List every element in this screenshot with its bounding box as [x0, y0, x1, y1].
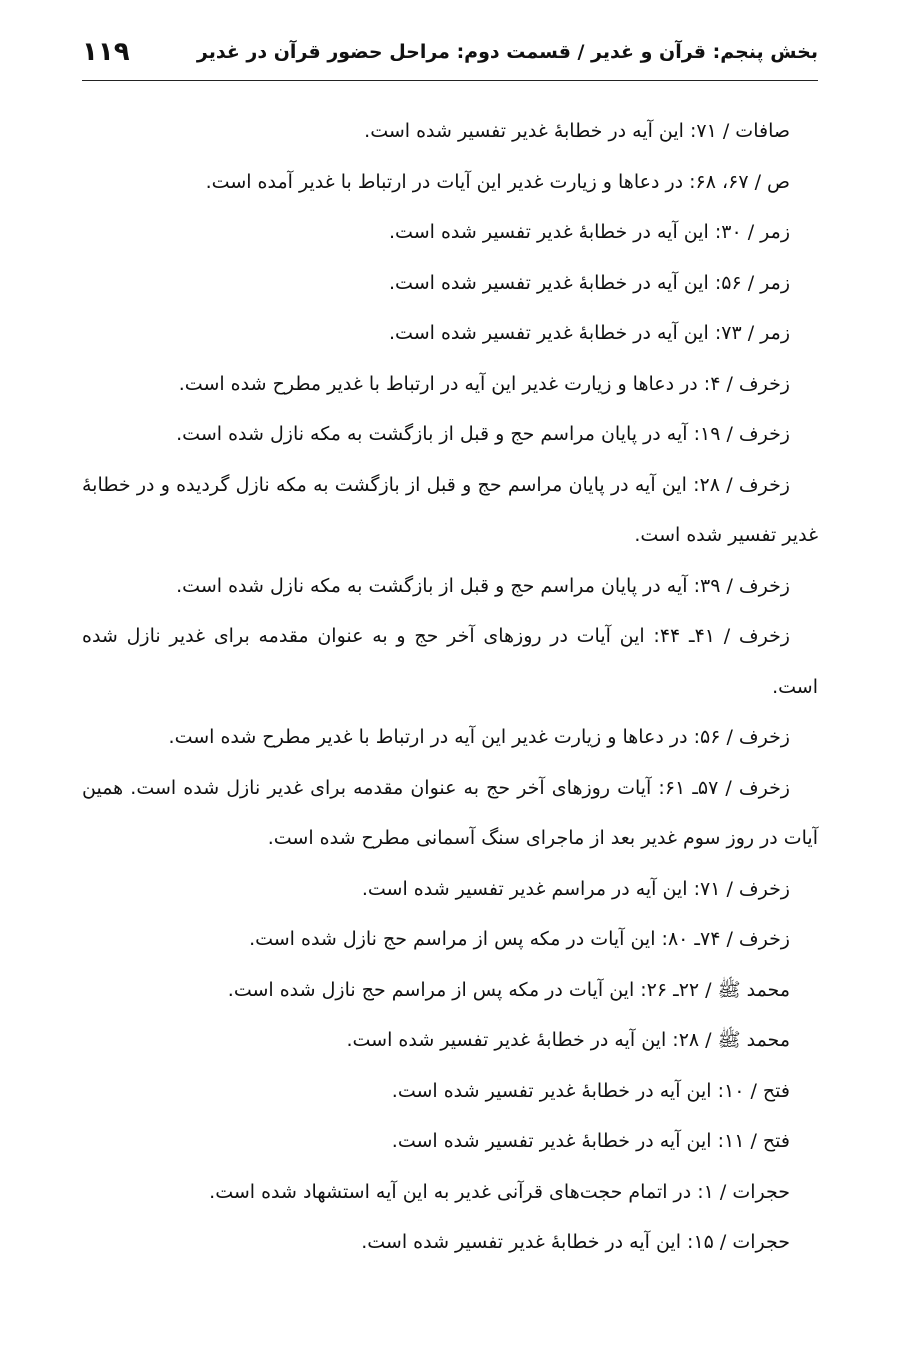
paragraph: زمر / ۵۶: این آیه در خطابهٔ غدیر تفسیر شده است. [389, 271, 790, 294]
paragraph: زخرف / ۵۷ـ ۶۱: آیات روزهای آخر حج به عنوان مقدمه برای غدیر نازل شده است. همین آیات در روز سوم غدیر بعد از ماجرای سنگ آسمانی مطرح شده است. [82, 776, 818, 849]
paragraph: زخرف / ۱۹: آیه در پایان مراسم حج و قبل از بازگشت به مکه نازل شده است. [176, 423, 790, 445]
paragraph: زخرف / ۲۸: این آیه در پایان مراسم حج و قبل از بازگشت به مکه نازل گردیده و در خطابهٔ غدیر تفسیر شده است. [82, 473, 818, 546]
paragraph: زمر / ۷۳: این آیه در خطابهٔ غدیر تفسیر شده است. [389, 322, 790, 344]
paragraph: محمد ﷺ / ۲۲ـ ۲۶: این آیات در مکه پس از مراسم حج نازل شده است. [227, 978, 790, 1001]
page-header [82, 30, 818, 74]
paragraph: ص / ۶۷، ۶۸: در دعاها و زیارت غدیر این آیات در ارتباط با غدیر آمده است. [205, 170, 790, 193]
paragraph: محمد ﷺ / ۲۸: این آیه در خطابهٔ غدیر تفسیر شده است. [346, 1029, 790, 1051]
paragraph: زمر / ۳۰: این آیه در خطابهٔ غدیر تفسیر شده است. [389, 221, 790, 243]
paragraph: فتح / ۱۱: این آیه در خطابهٔ غدیر تفسیر شده است. [391, 1130, 790, 1152]
paragraph: حجرات / ۱: در اتمام حجت‌های قرآنی غدیر به این آیه استشهاد شده است. [209, 1180, 790, 1203]
page-number: ۱۱۹ [82, 37, 130, 67]
paragraph: زخرف / ۴۱ـ ۴۴: این آیات در روزهای آخر حج و به عنوان مقدمه برای غدیر نازل شده است. [82, 625, 818, 698]
paragraph: فتح / ۱۰: این آیه در خطابهٔ غدیر تفسیر شده است. [391, 1079, 790, 1102]
paragraph: حجرات / ۱۵: این آیه در خطابهٔ غدیر تفسیر شده است. [361, 1231, 790, 1253]
paragraph: زخرف / ۷۴ـ ۸۰: این آیات در مکه پس از مراسم حج نازل شده است. [249, 928, 790, 950]
paragraph: زخرف / ۷۱: این آیه در مراسم غدیر تفسیر شده است. [361, 877, 790, 900]
paragraph: صافات / ۷۱: این آیه در خطابهٔ غدیر تفسیر شده است. [364, 120, 790, 142]
running-title: بخش پنجم: قرآن و غدیر / قسمت دوم: مراحل حضور قرآن در غدیر [196, 41, 818, 63]
paragraph: زخرف / ۳۹: آیه در پایان مراسم حج و قبل از بازگشت به مکه نازل شده است. [176, 574, 790, 597]
body-text [82, 106, 818, 1268]
paragraph: زخرف / ۴: در دعاها و زیارت غدیر این آیه در ارتباط با غدیر مطرح شده است. [178, 372, 790, 395]
header-divider [82, 80, 818, 81]
paragraph: زخرف / ۵۶: در دعاها و زیارت غدیر این آیه در ارتباط با غدیر مطرح شده است. [168, 726, 790, 748]
